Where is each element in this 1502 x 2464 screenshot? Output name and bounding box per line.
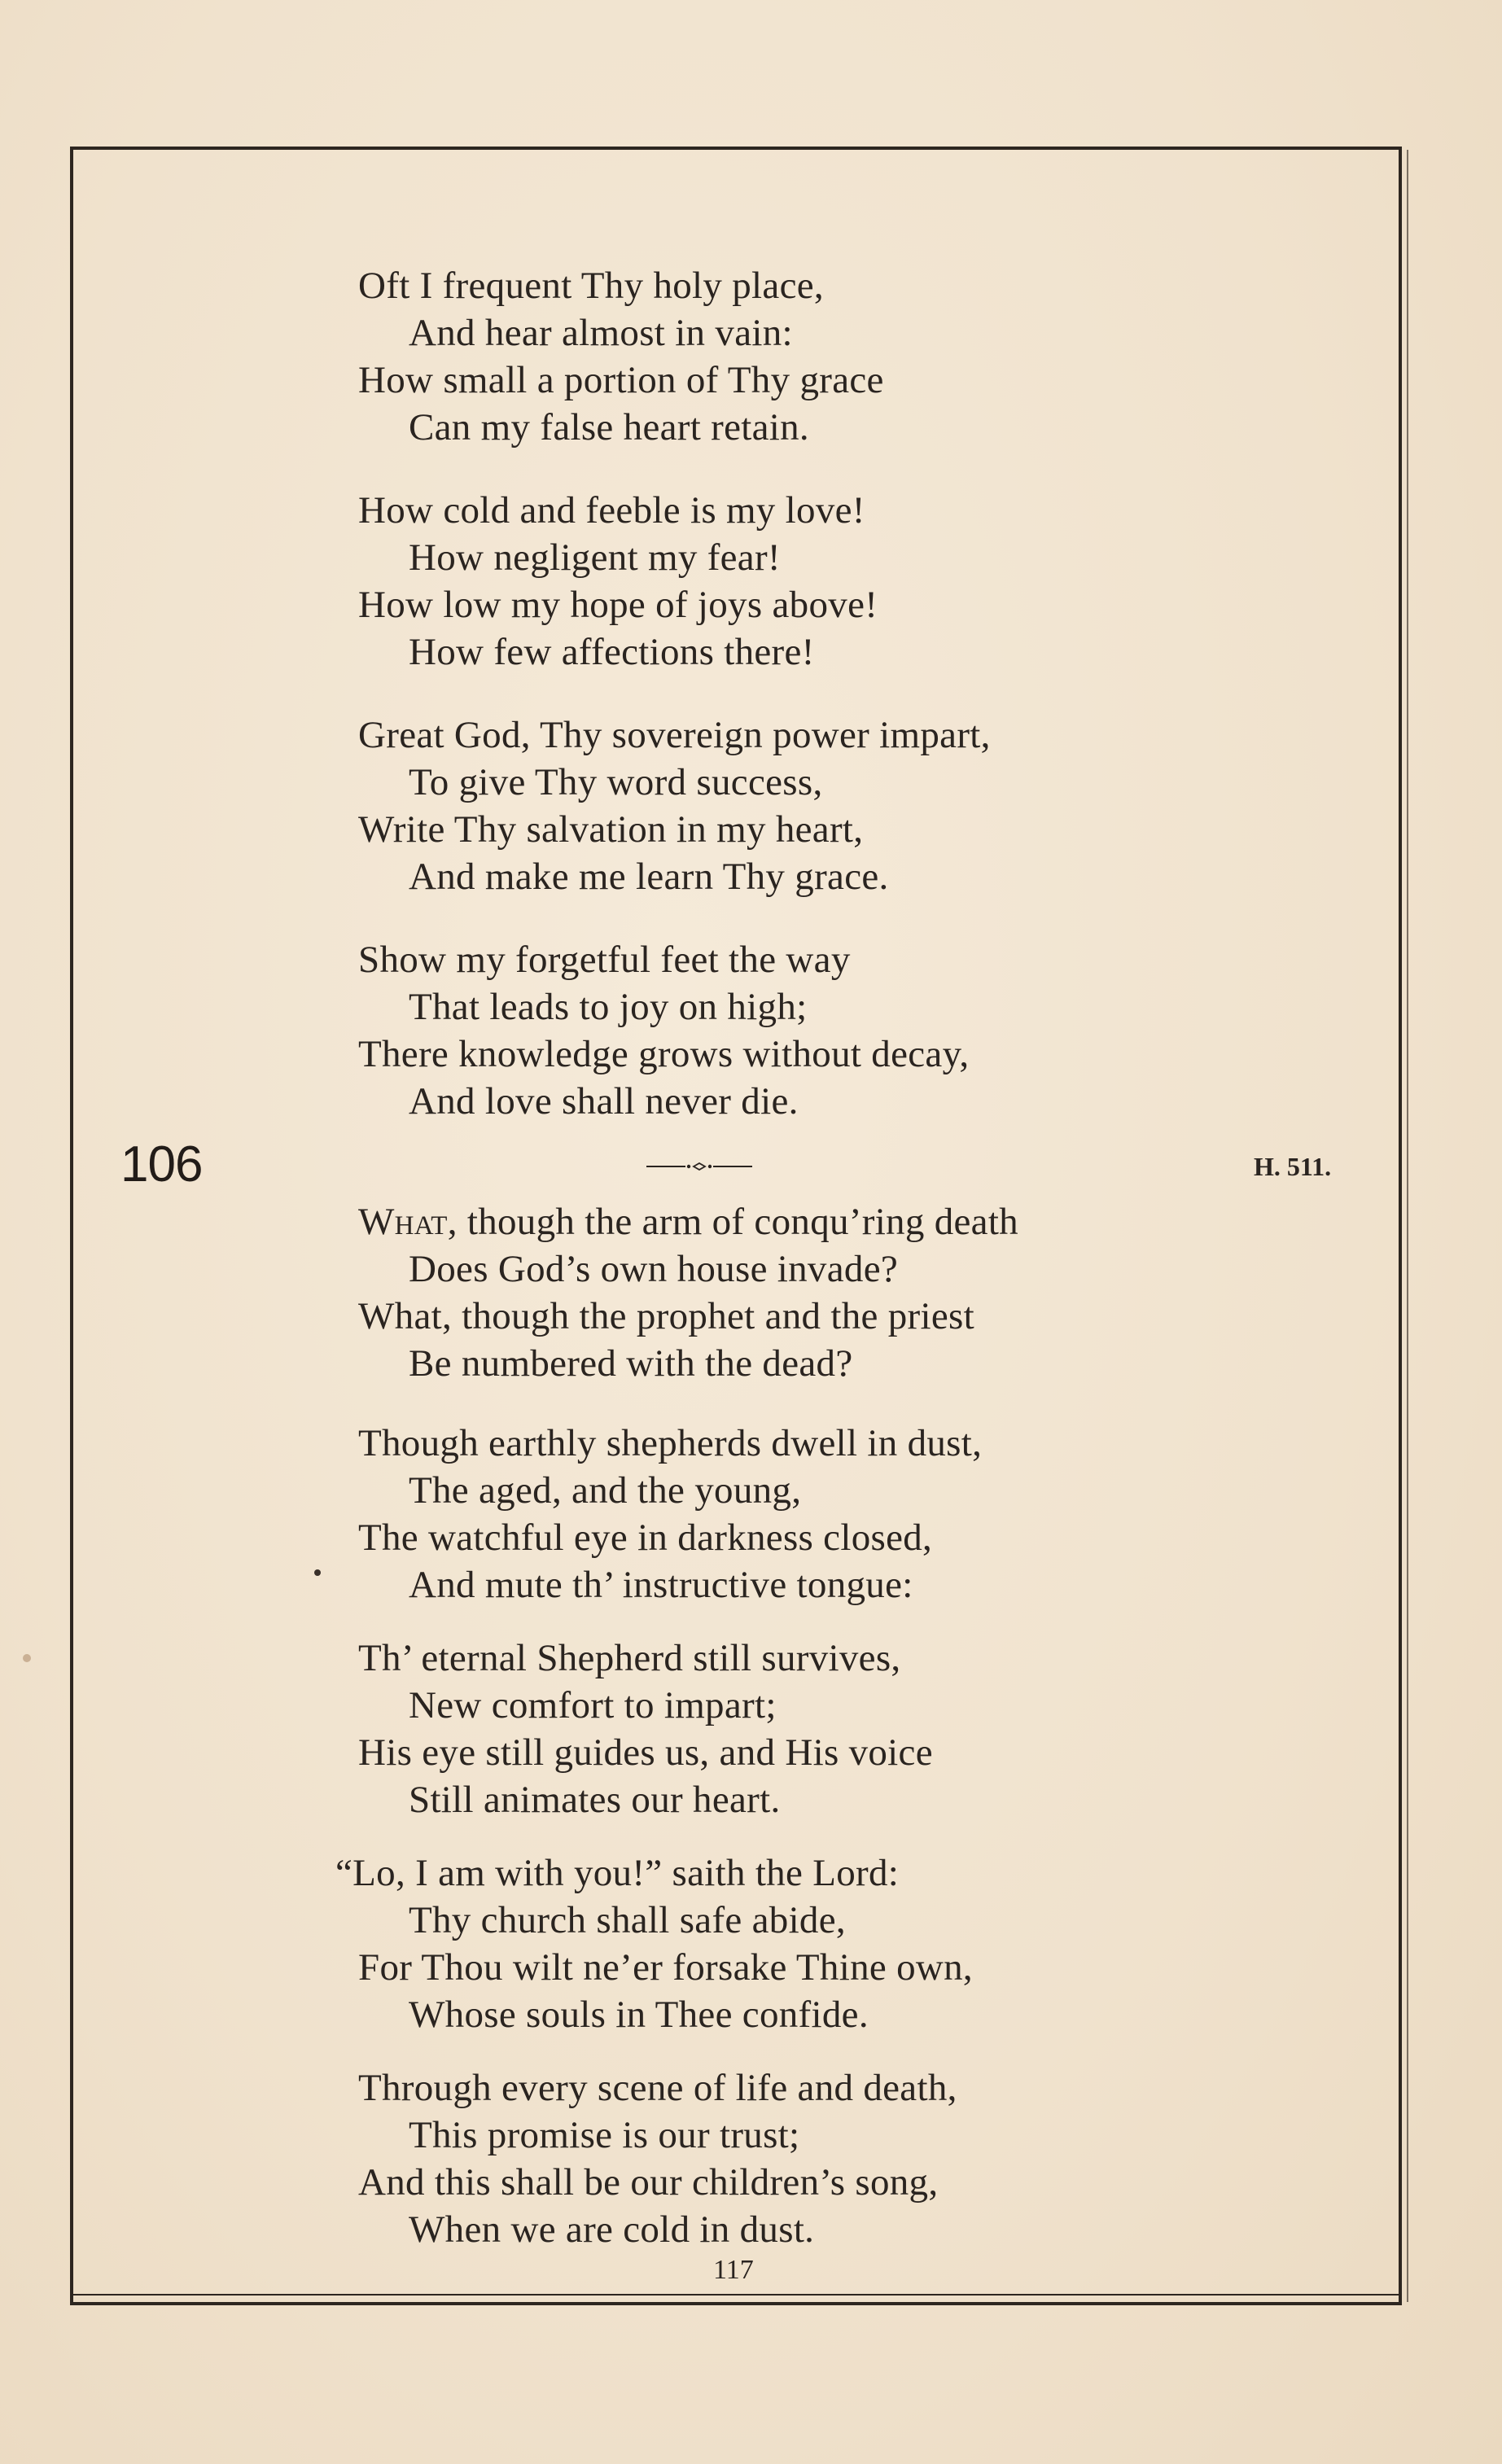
verse-line: Still animates our heart. — [409, 1779, 781, 1821]
verse-line-first — [358, 1198, 1294, 1245]
stanza — [358, 936, 1294, 1125]
verse-line: How low my hope of joys above! — [358, 584, 878, 626]
stanza — [358, 262, 1294, 451]
verse-line: And this shall be our children’s song, — [358, 2161, 939, 2204]
verse-line: Show my forgetful feet the way — [358, 939, 851, 981]
first-line-rest: , though the arm of conqu’ring death — [447, 1201, 1018, 1243]
verse-line: What, though the prophet and the priest — [358, 1295, 974, 1337]
verse-line: New comfort to impart; — [409, 1684, 777, 1727]
verse-line: How few affections there! — [409, 631, 815, 673]
ornamental-divider — [646, 1162, 752, 1171]
verse-line: And make me learn Thy grace. — [409, 856, 889, 898]
verse-line: Thy church shall safe abide, — [409, 1899, 846, 1941]
verse-line: Through every scene of life and death, — [358, 2067, 957, 2109]
stanza — [358, 2064, 1294, 2253]
verse-line: And mute th’ instructive tongue: — [409, 1564, 913, 1606]
ink-speck — [23, 1654, 31, 1662]
verse-line: Th’ eternal Shepherd still survives, — [358, 1637, 901, 1679]
hymn-reference: H. 511. — [1254, 1152, 1332, 1181]
stanza — [358, 1198, 1294, 1387]
stanza — [358, 1420, 1294, 1608]
verse-line: How negligent my fear! — [409, 536, 781, 579]
verse-line: Oft I frequent Thy holy place, — [358, 265, 824, 307]
page-number: 117 — [713, 2255, 754, 2285]
verse-line: That leads to joy on high; — [409, 986, 808, 1028]
verse-line: His eye still guides us, and His voice — [358, 1731, 933, 1774]
verse-line: This promise is our trust; — [409, 2114, 800, 2156]
verse-line: “Lo, I am with you!” saith the Lord: — [335, 1852, 900, 1894]
verse-line: Does God’s own house invade? — [409, 1248, 899, 1290]
verse-line: How cold and feeble is my love! — [358, 489, 865, 532]
hymn-number: 106 — [120, 1136, 203, 1193]
verse-line: There knowledge grows without decay, — [358, 1033, 970, 1075]
verse-line: Be numbered with the dead? — [409, 1342, 853, 1385]
stanza — [335, 1849, 1272, 2038]
stanza — [358, 711, 1294, 900]
verse-line: The watchful eye in darkness closed, — [358, 1516, 933, 1559]
verse-line: Write Thy salvation in my heart, — [358, 808, 864, 851]
ink-speck — [314, 1569, 321, 1576]
verse-line: The aged, and the young, — [409, 1469, 802, 1512]
verse-line: To give Thy word success, — [409, 761, 823, 803]
verse-line: For Thou wilt ne’er forsake Thine own, — [358, 1946, 973, 1989]
verse-line: Whose souls in Thee confide. — [409, 1994, 869, 2036]
verse-line: Though earthly shepherds dwell in dust, — [358, 1422, 983, 1464]
verse-line: Great God, Thy sovereign power impart, — [358, 714, 991, 756]
stanza — [358, 487, 1294, 676]
stanza — [358, 1635, 1294, 1823]
first-word-small-caps: What — [358, 1201, 448, 1243]
verse-line: And hear almost in vain: — [409, 312, 793, 354]
verse-line: When we are cold in dust. — [409, 2208, 815, 2251]
verse-line: And love shall never die. — [409, 1080, 799, 1123]
verse-line: How small a portion of Thy grace — [358, 359, 884, 401]
verse-line: Can my false heart retain. — [409, 406, 809, 449]
